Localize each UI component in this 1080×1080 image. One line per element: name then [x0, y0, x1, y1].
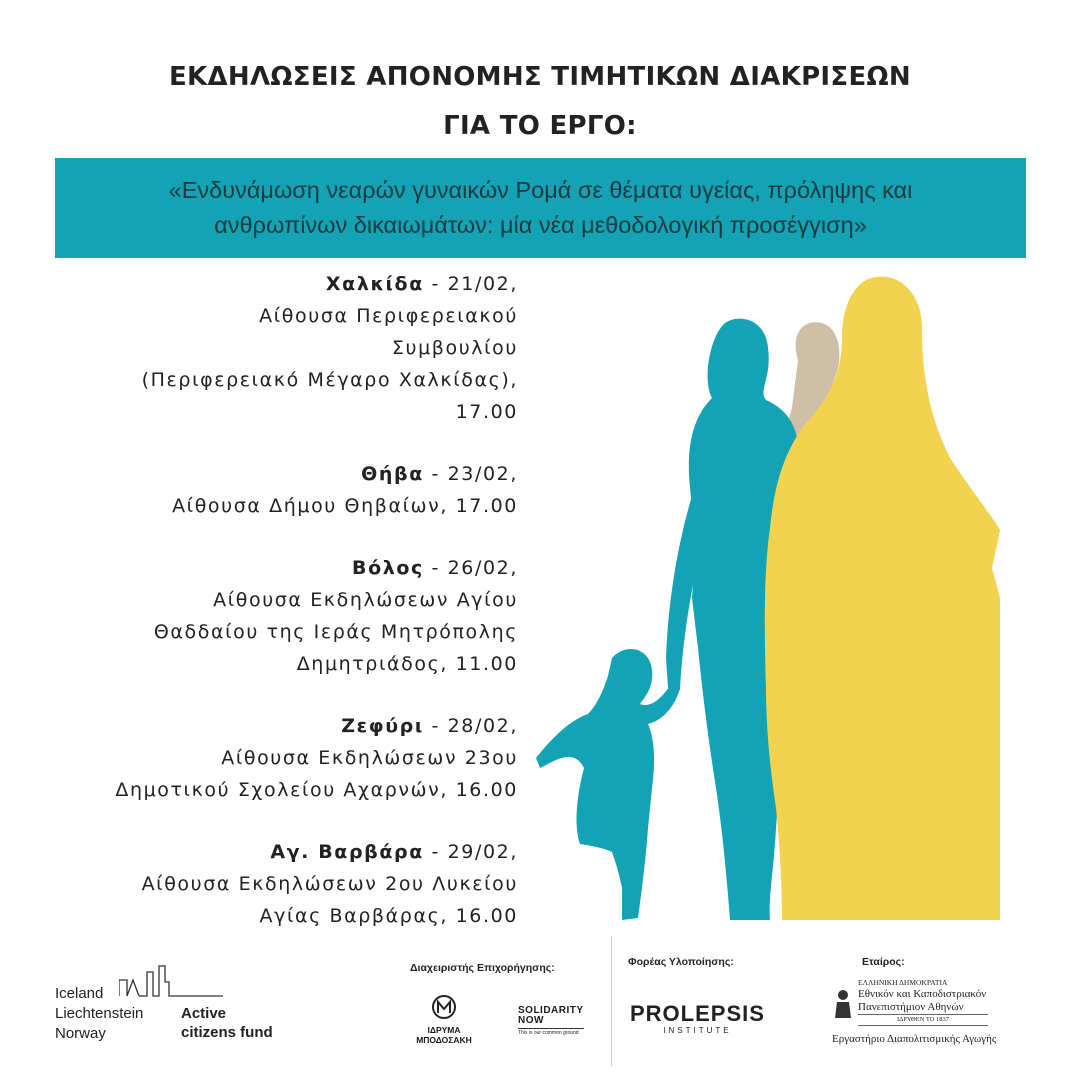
event-venue-line: Αίθουσα Εκδηλώσεων 23ου	[221, 747, 518, 769]
bodossaki-emblem-icon	[431, 994, 457, 1020]
bodossaki-line-1: ΙΔΡΥΜΑ	[427, 1025, 461, 1035]
solidarity-line-2: NOW	[518, 1015, 544, 1026]
event-venue-line: Δημοτικού Σχολείου Αχαρνών, 16.00	[115, 779, 518, 801]
partner-label: Εταίρος:	[862, 956, 905, 968]
uoa-lab: Εργαστήριο Διαπολιτισμικής Αγωγής	[832, 1033, 997, 1045]
page-title: ΕΚΔΗΛΩΣΕΙΣ ΑΠΟΝΟΜΗΣ ΤΙΜΗΤΙΚΩΝ ΔΙΑΚΡΙΣΕΩΝ	[168, 62, 911, 92]
event-venue-line: Αίθουσα Εκδηλώσεων 2ου Λυκείου	[141, 873, 518, 895]
grant-manager-label: Διαχειριστής Επιχορήγησης:	[410, 962, 555, 974]
event-venue-line: Δημητριάδος, 11.00	[296, 653, 518, 675]
project-title-line-1: «Ενδυνάμωση νεαρών γυναικών Ρομά σε θέματα υγείας, πρόληψης και	[168, 177, 913, 203]
event-venue-line: (Περιφερειακό Μέγαρο Χαλκίδας),	[141, 369, 518, 391]
event-venue-line: Αίθουσα Εκδηλώσεων Αγίου	[213, 589, 518, 611]
event-city: Βόλος	[351, 557, 424, 579]
event-city: Θήβα	[361, 463, 424, 485]
prolepsis-logo	[630, 1002, 765, 1035]
project-banner	[55, 158, 1026, 258]
events-list	[0, 268, 518, 962]
event-city: Ζεφύρι	[341, 715, 424, 737]
event-city: Χαλκίδα	[325, 273, 424, 295]
event-date: - 23/02,	[423, 463, 518, 485]
event-venue-line: Αγίας Βαρβάρας, 16.00	[259, 905, 518, 927]
funder-iceland: Iceland	[55, 985, 104, 1002]
event-city: Αγ. Βαρβάρα	[270, 841, 424, 863]
event-venue-line: Αίθουσα Δήμου Θηβαίων, 17.00	[172, 495, 518, 517]
project-title-line-2: ανθρωπίνων δικαιωμάτων: μία νέα μεθοδολογική προσέγγιση»	[214, 212, 867, 238]
event-date: - 28/02,	[423, 715, 518, 737]
uoa-line-2: Εθνικόν και Καποδιστριακόν	[858, 988, 987, 1000]
event-item	[0, 710, 518, 806]
page-subtitle: ΓΙΑ ΤΟ ΕΡΓΟ:	[443, 111, 637, 141]
eea-norway-grants-logo	[55, 962, 295, 1052]
uoa-emblem-icon	[832, 988, 854, 1018]
event-item	[0, 836, 518, 932]
prolepsis-sub: INSTITUTE	[663, 1026, 732, 1035]
skyline-logo-icon	[119, 962, 223, 998]
implementer-label: Φορέας Υλοποίησης:	[628, 956, 734, 968]
bodossaki-line-2: ΜΠΟΔΟΣΑΚΗ	[416, 1035, 472, 1045]
family-silhouette-illustration	[530, 268, 1010, 928]
event-venue-line: Θαδδαίου της Ιεράς Μητρόπολης	[153, 621, 518, 643]
uoa-line-3: Πανεπιστήμιον Αθηνών	[858, 1001, 964, 1013]
event-venue-line: Αίθουσα Περιφερειακού	[259, 305, 518, 327]
event-date: - 29/02,	[423, 841, 518, 863]
funder-norway: Norway	[55, 1025, 106, 1042]
teal-child-silhouette	[536, 649, 680, 920]
event-venue-line: 17.00	[455, 401, 518, 423]
event-item	[0, 458, 518, 522]
solidarity-tagline: This is our common ground	[518, 1028, 584, 1037]
uoa-line-1: ΕΛΛΗΝΙΚΗ ΔΗΜΟΚΡΑΤΙΑ	[858, 978, 948, 987]
uoa-line-4: ΙΔΡΥΘΕΝ ΤΟ 1837	[858, 1014, 988, 1026]
event-item	[0, 552, 518, 680]
funder-liechtenstein: Liechtenstein	[55, 1005, 144, 1022]
prolepsis-name: PROLEPSIS	[630, 1001, 765, 1026]
event-date: - 21/02,	[423, 273, 518, 295]
solidarity-now-logo	[518, 1006, 584, 1037]
bodossaki-logo	[410, 994, 478, 1045]
event-date: - 26/02,	[423, 557, 518, 579]
event-item	[0, 268, 518, 428]
solidarity-line-1: SOLIDARITY	[518, 1005, 584, 1016]
uoa-logo	[832, 978, 1032, 1048]
acf-line-1: Active	[181, 1005, 227, 1022]
footer-divider	[611, 936, 612, 1066]
event-venue-line: Συμβουλίου	[391, 337, 518, 359]
acf-line-2: citizens fund	[181, 1024, 273, 1041]
